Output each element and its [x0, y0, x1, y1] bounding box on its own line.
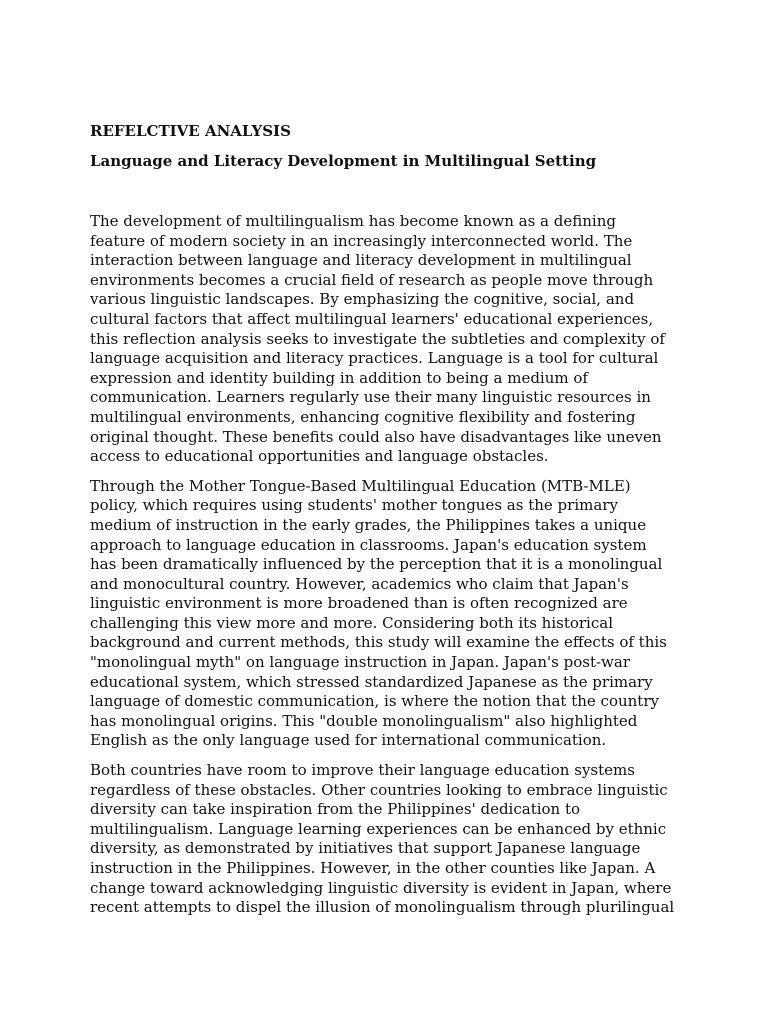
text-line: The development of multilingualism has become known as a defining	[90, 212, 616, 230]
text-line: diversity can take inspiration from the Philippines' dedication to	[90, 800, 581, 819]
text-line: expression and identity building in addition to being a medium of	[90, 368, 588, 387]
text-line: feature of modern society in an increasingly interconnected world. The	[90, 231, 633, 250]
text-line: recent attempts to dispel the illusion of monolingualism through plurilingual	[90, 898, 675, 917]
text-line: regardless of these obstacles. Other countries looking to embrace linguistic	[90, 780, 668, 799]
document-title: Language and Literacy Development in Multilingual Setting	[90, 152, 597, 170]
text-line: multilingual environments, enhancing cognitive flexibility and fostering	[90, 407, 636, 426]
text-line: instruction in the Philippines. However, in the other counties like Japan. A	[90, 859, 656, 877]
text-line: environments becomes a crucial field of research as people move through	[90, 270, 654, 289]
text-line: Through the Mother Tongue-Based Multilingual Education (MTB-MLE)	[90, 476, 631, 495]
text-line: original thought. These benefits could also have disadvantages like uneven	[90, 427, 662, 446]
text-line: English as the only language used for international communication.	[90, 731, 607, 750]
text-line: language acquisition and literacy practices. Language is a tool for cultural	[90, 349, 659, 368]
text-line: approach to language education in classrooms. Japan's education system	[90, 535, 647, 554]
text-line: language of domestic communication, is where the notion that the country	[90, 692, 659, 711]
text-line: various linguistic landscapes. By emphasizing the cognitive, social, and	[90, 290, 635, 309]
paragraph-1	[90, 212, 686, 467]
text-line: policy, which requires using students' mother tongues as the primary	[90, 496, 618, 515]
text-line: interaction between language and literacy development in multilingual	[90, 251, 632, 270]
text-line: medium of instruction in the early grades, the Philippines takes a unique	[90, 515, 647, 534]
paragraph-2	[90, 477, 686, 751]
text-line: diversity, as demonstrated by initiatives that support Japanese language	[90, 839, 641, 858]
text-line: has monolingual origins. This "double monolingualism" also highlighted	[90, 711, 638, 730]
paragraph-3	[90, 761, 686, 918]
document-heading: REFELCTIVE ANALYSIS	[90, 122, 291, 140]
text-line: communication. Learners regularly use their many linguistic resources in	[90, 388, 651, 407]
text-line: "monolingual myth" on language instruction in Japan. Japan's post-war	[90, 653, 630, 672]
text-line: access to educational opportunities and language obstacles.	[90, 447, 549, 466]
text-line: educational system, which stressed standardized Japanese as the primary	[90, 672, 653, 691]
text-line: challenging this view more and more. Considering both its historical	[90, 613, 614, 632]
text-line: background and current methods, this study will examine the effects of this	[90, 633, 667, 652]
text-line: and monocultural country. However, academics who claim that Japan's	[90, 574, 629, 593]
text-line: change toward acknowledging linguistic diversity is evident in Japan, where	[90, 878, 672, 897]
text-line: linguistic environment is more broadened than is often recognized are	[90, 594, 628, 613]
text-line: Both countries have room to improve their language education systems	[90, 761, 635, 780]
document-body	[90, 122, 686, 918]
text-line: has been dramatically influenced by the perception that it is a monolingual	[90, 555, 663, 574]
text-line: cultural factors that affect multilingual learners' educational experiences,	[90, 309, 654, 328]
text-line: this reflection analysis seeks to investigate the subtleties and complexity of	[90, 329, 665, 348]
text-line: multilingualism. Language learning experiences can be enhanced by ethnic	[90, 819, 667, 838]
